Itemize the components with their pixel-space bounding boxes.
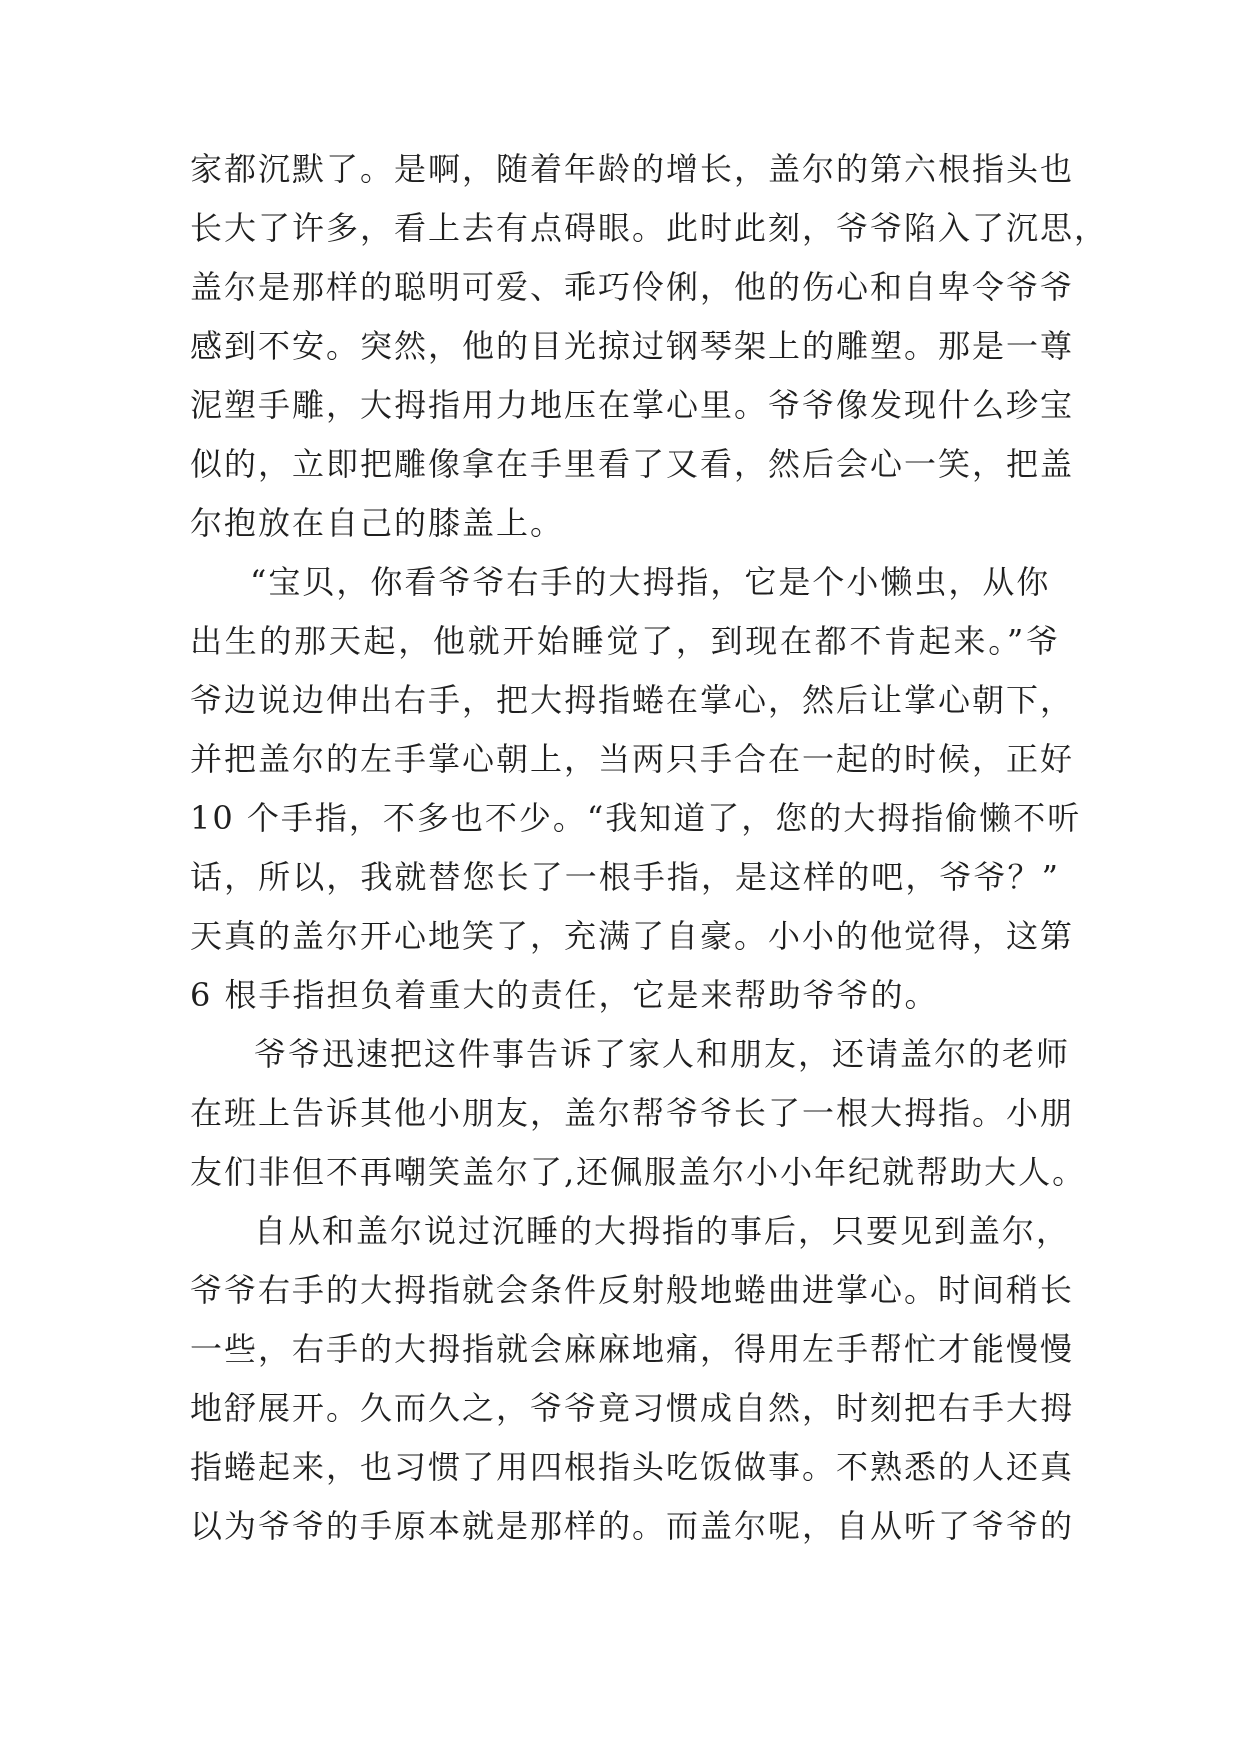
text-line: 10 个手指，不多也不少。“我知道了，您的大拇指偷懒不听 [190,799,1082,837]
text-line: 天真的盖尔开心地笑了，充满了自豪。小小的他觉得，这第 [190,917,1075,955]
text-line: 地舒展开。久而久之，爷爷竟习惯成自然，时刻把右手大拇 [190,1389,1075,1427]
text-line: 友们非但不再嘲笑盖尔了,还佩服盖尔小小年纪就帮助大人。 [190,1153,1087,1191]
paragraph-first-line: “宝贝，你看爷爷右手的大拇指，它是个小懒虫，从你 [250,563,1051,601]
text-line: 长大了许多，看上去有点碍眼。此时此刻，爷爷陷入了沉思， [190,209,1109,247]
text-line: 并把盖尔的左手掌心朝上，当两只手合在一起的时候，正好 [190,740,1075,778]
text-line: 指蜷起来，也习惯了用四根指头吃饭做事。不熟悉的人还真 [190,1448,1075,1486]
text-line: 家都沉默了。是啊，随着年龄的增长，盖尔的第六根指头也 [190,150,1075,188]
text-line: 感到不安。突然，他的目光掠过钢琴架上的雕塑。那是一尊 [190,327,1075,365]
text-line: 话，所以，我就替您长了一根手指，是这样的吧，爷爷？” [190,858,1060,896]
text-line: 泥塑手雕，大拇指用力地压在掌心里。爷爷像发现什么珍宝 [190,386,1075,424]
paragraph-first-line: 自从和盖尔说过沉睡的大拇指的事后，只要见到盖尔， [254,1212,1071,1250]
text-line: 在班上告诉其他小朋友，盖尔帮爷爷长了一根大拇指。小朋 [190,1094,1075,1132]
body-text [190,140,1109,1556]
text-line: 盖尔是那样的聪明可爱、乖巧伶俐，他的伤心和自卑令爷爷 [190,268,1075,306]
text-line: 一些，右手的大拇指就会麻麻地痛，得用左手帮忙才能慢慢 [190,1330,1075,1368]
text-line: 6 根手指担负着重大的责任，它是来帮助爷爷的。 [190,976,939,1014]
text-line: 爷边说边伸出右手，把大拇指蜷在掌心，然后让掌心朝下， [190,681,1075,719]
text-line: 以为爷爷的手原本就是那样的。而盖尔呢，自从听了爷爷的 [190,1507,1075,1545]
text-line: 尔抱放在自己的膝盖上。 [190,504,565,542]
paragraph-first-line: 爷爷迅速把这件事告诉了家人和朋友，还请盖尔的老师 [254,1035,1071,1073]
text-line: 出生的那天起，他就开始睡觉了，到现在都不肯起来。”爷 [190,622,1060,660]
text-line: 似的，立即把雕像拿在手里看了又看，然后会心一笑，把盖 [190,445,1075,483]
text-line: 爷爷右手的大拇指就会条件反射般地蜷曲进掌心。时间稍长 [190,1271,1075,1309]
